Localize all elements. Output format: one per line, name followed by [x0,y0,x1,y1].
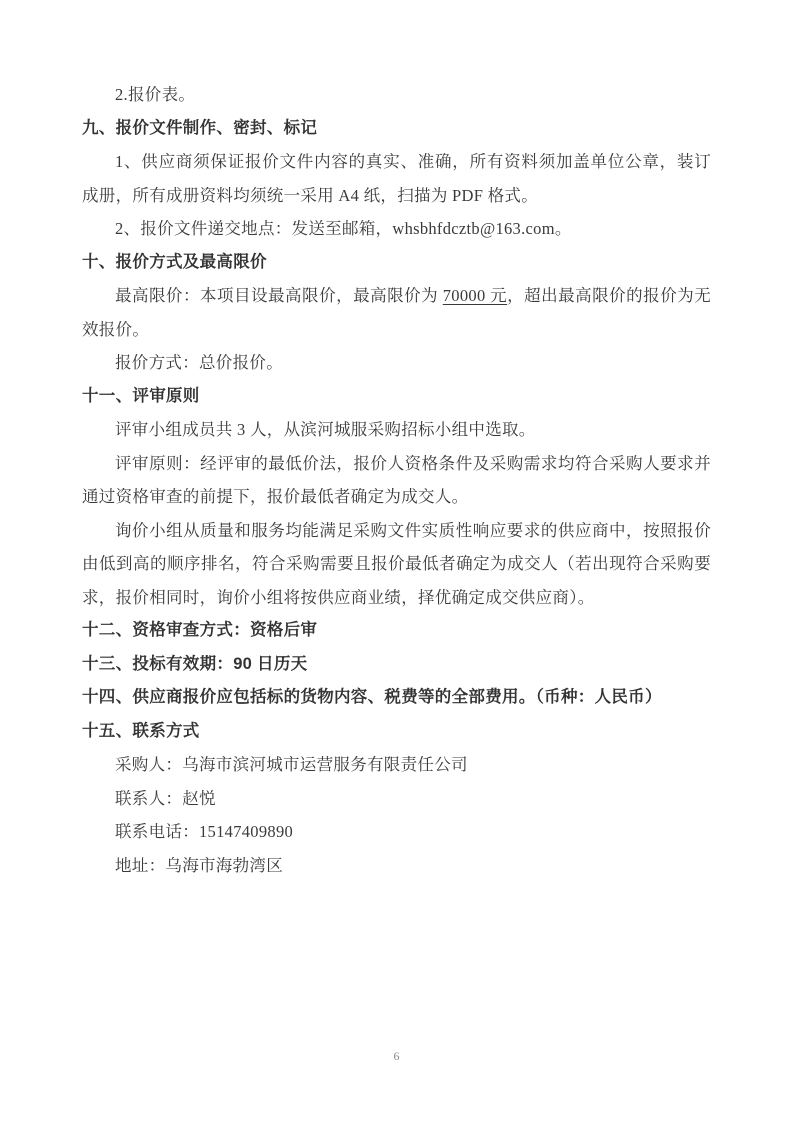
price-limit-prefix: 最高限价：本项目设最高限价，最高限价为 [115,286,443,305]
section12-heading: 十二、资格审查方式：资格后审 [82,621,318,639]
document-content [82,78,711,882]
section15-heading: 十五、联系方式 [82,721,200,740]
section11-paragraph-1: 评审小组成员共 3 人，从滨河城服采购招标小组中选取。 [115,420,536,439]
section11-paragraph-2: 评审原则：经评审的最低价法，报价人资格条件及采购需求均符合采购人要求并通过资格审查的前提下，报价最低者确定为成交人。 [82,453,711,506]
section10-method-line: 报价方式：总价报价。 [115,353,283,372]
section11-heading: 十一、评审原则 [82,386,200,405]
section9-paragraph-1: 1、供应商须保证报价文件内容的真实、准确，所有资料须加盖单位公章，装订成册，所有成册资料均须统一采用 A4 纸，扫描为 PDF 格式。 [82,152,711,205]
section10-heading: 十、报价方式及最高限价 [82,252,267,271]
contact-person-line: 联系人：赵悦 [115,788,216,808]
section9-paragraph-2: 2、报价文件递交地点：发送至邮箱，whsbhfdcztb@163.com。 [115,219,572,238]
section13-heading: 十三、投标有效期：90 日历天 [82,654,308,673]
contact-phone-line: 联系电话：15147409890 [115,822,294,841]
section11-paragraph-3: 询价小组从质量和服务均能满足采购文件实质性响应要求的供应商中，按照报价由低到高的顺序排名，符合采购需要且报价最低者确定为成交人（若出现符合采购要求，报价相同时，询价小组将按供应商业绩，择优确定成交供应商）。 [82,520,711,607]
contact-buyer-line: 采购人：乌海市滨河城市运营服务有限责任公司 [115,755,468,774]
section10-price-limit-line [82,279,711,346]
price-limit-value: 70000 元 [442,286,508,305]
section9-heading: 九、报价文件制作、密封、标记 [82,118,318,137]
price-limit-suffix: ，超出最高限价的报价为无效报价。 [82,286,712,339]
section14-heading: 十四、供应商报价应包括标的货物内容、税费等的全部费用。（币种：人民币） [82,688,662,706]
contact-address-line: 地址：乌海市海勃湾区 [115,855,283,875]
list-item-quotation-form: 2.报价表。 [115,85,196,104]
page-number: 6 [393,1049,400,1063]
